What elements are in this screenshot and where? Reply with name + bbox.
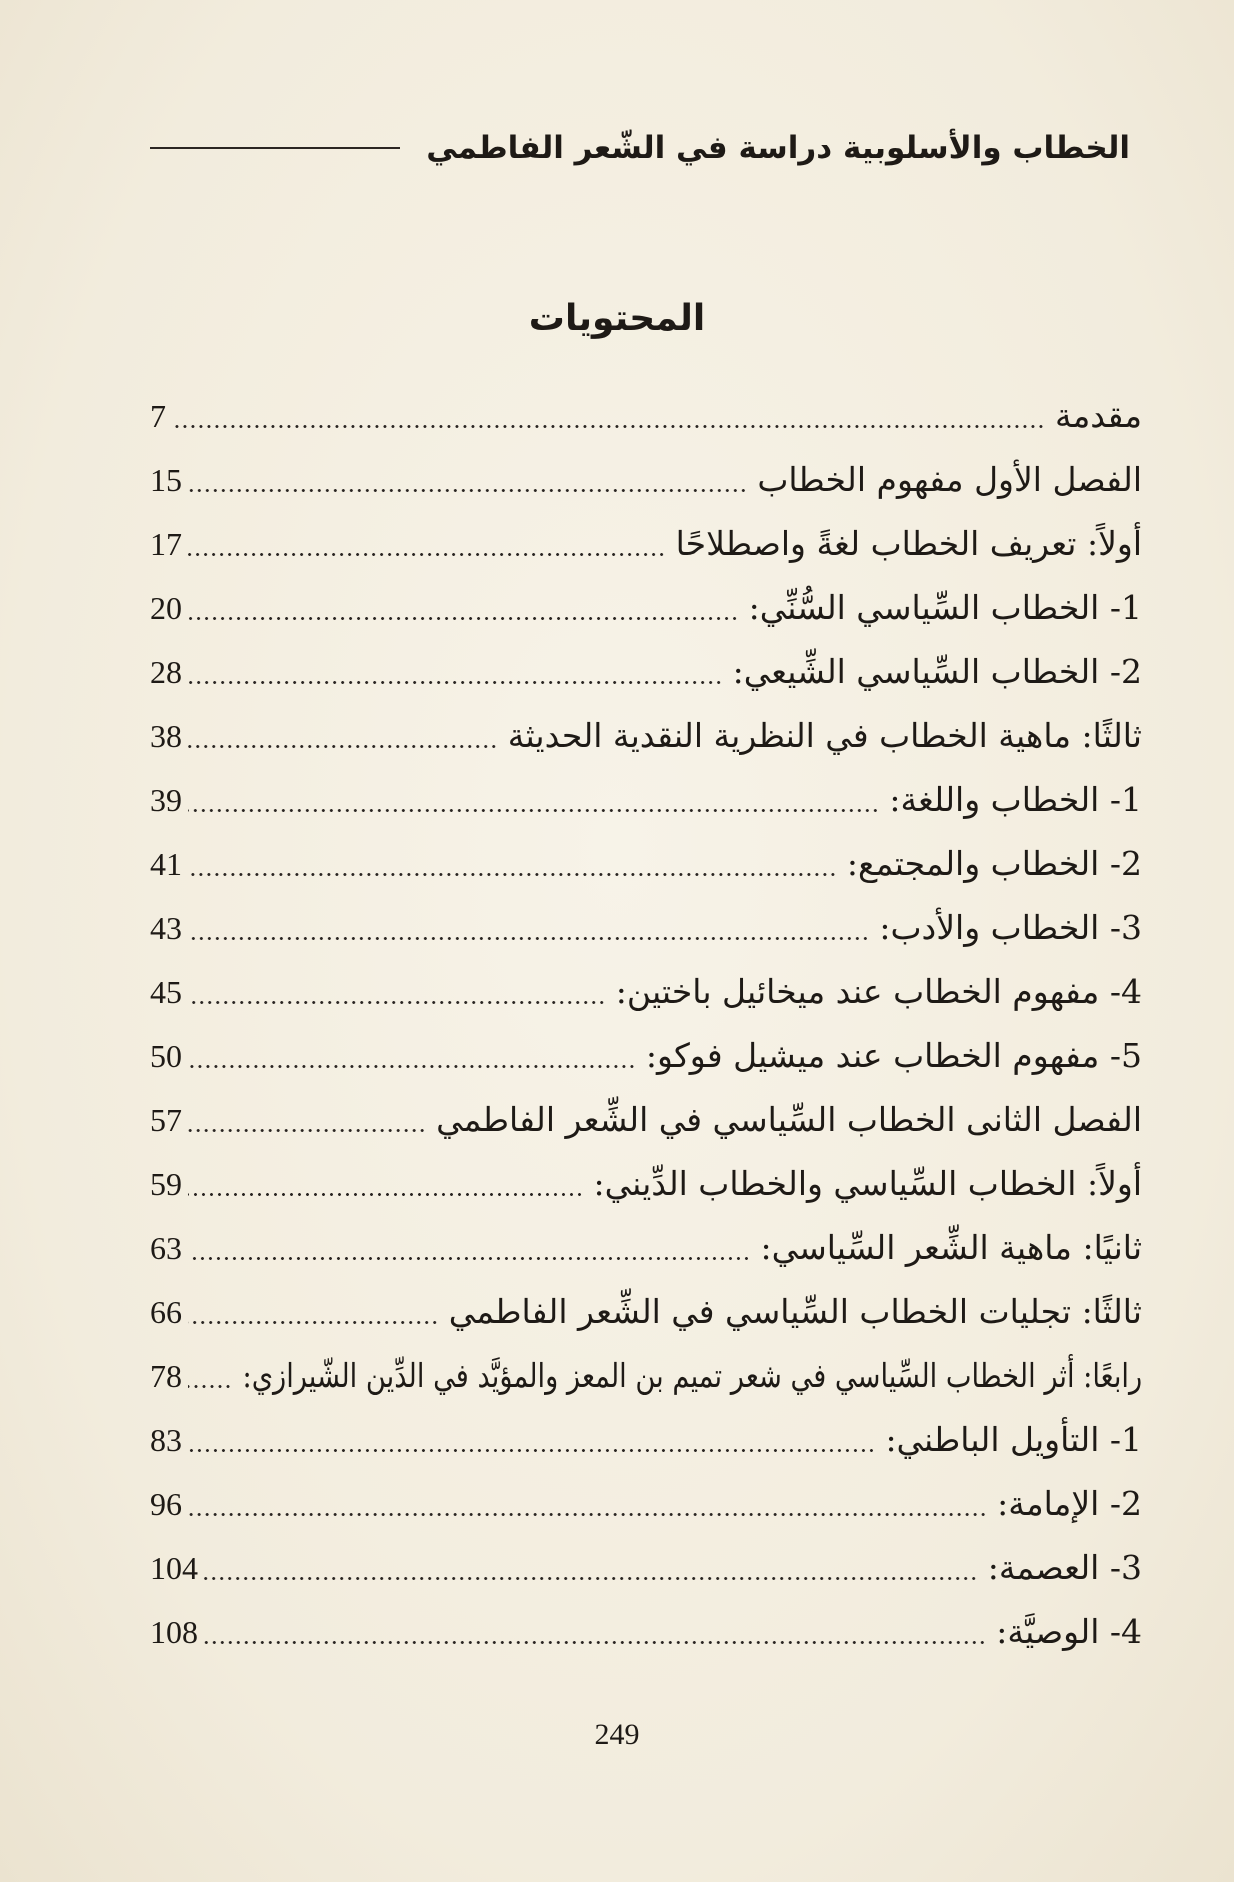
toc-entry-label: مقدمة <box>1054 396 1142 435</box>
table-of-contents <box>150 380 1142 1660</box>
toc-entry-page: 66 <box>150 1294 182 1330</box>
toc-entry-label: الفصل الأول مفهوم الخطاب <box>757 460 1142 499</box>
toc-entry <box>150 1148 1142 1212</box>
toc-entry-label: رابعًا: أثر الخطاب السِّياسي في شعر تميم بن المعز والمؤيَّد في الدِّين الشّيرازي: <box>242 1356 1142 1395</box>
toc-entry-page: 28 <box>150 654 182 690</box>
toc-dot-leader <box>188 1449 875 1452</box>
toc-entry-page: 20 <box>150 590 182 626</box>
toc-entry-page: 108 <box>150 1614 198 1650</box>
toc-entry <box>150 828 1142 892</box>
toc-entry-page: 83 <box>150 1422 182 1458</box>
toc-dot-leader <box>188 681 723 684</box>
toc-entry-page: 15 <box>150 462 182 498</box>
toc-entry-label: 3- العصمة: <box>987 1548 1142 1587</box>
toc-entry-label: 5- مفهوم الخطاب عند ميشيل فوكو: <box>645 1036 1142 1075</box>
toc-dot-leader <box>188 873 837 876</box>
toc-entry-label: أولاً: الخطاب السِّياسي والخطاب الدِّيني: <box>593 1164 1142 1203</box>
toc-dot-leader <box>188 489 747 492</box>
toc-dot-leader <box>188 1129 426 1132</box>
toc-dot-leader <box>188 809 879 812</box>
toc-dot-leader <box>188 1513 987 1516</box>
toc-dot-leader <box>204 1641 986 1644</box>
toc-entry-page: 63 <box>150 1230 182 1266</box>
toc-entry <box>150 1404 1142 1468</box>
toc-dot-leader <box>204 1577 978 1580</box>
toc-entry-page: 45 <box>150 974 182 1010</box>
toc-entry-page: 17 <box>150 526 182 562</box>
toc-entry-label: الفصل الثانى الخطاب السِّياسي في الشِّعر الفاطمي <box>436 1100 1142 1139</box>
toc-entry-page: 96 <box>150 1486 182 1522</box>
toc-entry-label: ثالثًا: تجليات الخطاب السِّياسي في الشِّعر الفاطمي <box>448 1292 1142 1331</box>
toc-entry <box>150 444 1142 508</box>
toc-entry-label: 2- الإمامة: <box>997 1484 1142 1523</box>
toc-entry <box>150 700 1142 764</box>
toc-dot-leader <box>188 937 869 940</box>
toc-entry-label: 3- الخطاب والأدب: <box>879 908 1142 947</box>
toc-entry-page: 38 <box>150 718 182 754</box>
toc-entry <box>150 1596 1142 1660</box>
header-rule <box>150 147 400 149</box>
toc-entry-page: 104 <box>150 1550 198 1586</box>
toc-entry-page: 59 <box>150 1166 182 1202</box>
toc-entry <box>150 508 1142 572</box>
toc-entry-label: أولاً: تعريف الخطاب لغةً واصطلاحًا <box>675 524 1142 563</box>
toc-entry <box>150 1532 1142 1596</box>
toc-dot-leader <box>188 553 666 556</box>
toc-dot-leader <box>188 1257 750 1260</box>
toc-dot-leader <box>188 617 739 620</box>
toc-entry-label: 1- الخطاب السِّياسي السُّنِّي: <box>748 588 1142 627</box>
toc-dot-leader <box>188 1193 583 1196</box>
toc-entry-label: 4- الوصيَّة: <box>996 1612 1142 1651</box>
running-header <box>150 118 1130 178</box>
toc-dot-leader <box>172 425 1045 428</box>
toc-entry <box>150 956 1142 1020</box>
toc-entry <box>150 1468 1142 1532</box>
toc-entry-label: 1- التأويل الباطني: <box>885 1420 1142 1459</box>
contents-title: المحتويات <box>528 298 706 339</box>
toc-entry-page: 7 <box>150 398 166 434</box>
toc-dot-leader <box>188 1321 439 1324</box>
toc-entry <box>150 572 1142 636</box>
toc-entry-page: 50 <box>150 1038 182 1074</box>
toc-entry-label: 2- الخطاب والمجتمع: <box>846 844 1142 883</box>
toc-entry-label: ثالثًا: ماهية الخطاب في النظرية النقدية الحديثة <box>507 716 1142 755</box>
toc-entry <box>150 636 1142 700</box>
toc-dot-leader <box>188 1065 636 1068</box>
toc-entry-page: 41 <box>150 846 182 882</box>
toc-entry <box>150 1340 1142 1404</box>
toc-entry-label: ثانيًا: ماهية الشِّعر السِّياسي: <box>760 1228 1142 1267</box>
toc-entry-page: 39 <box>150 782 182 818</box>
toc-entry <box>150 1212 1142 1276</box>
toc-entry-page: 78 <box>150 1358 182 1394</box>
toc-dot-leader <box>188 1385 232 1388</box>
page-number: 249 <box>594 1718 640 1751</box>
toc-entry <box>150 1276 1142 1340</box>
toc-entry-label: 2- الخطاب السِّياسي الشِّيعي: <box>732 652 1142 691</box>
toc-entry <box>150 892 1142 956</box>
toc-entry-page: 57 <box>150 1102 182 1138</box>
toc-entry <box>150 764 1142 828</box>
toc-entry-page: 43 <box>150 910 182 946</box>
toc-entry <box>150 1084 1142 1148</box>
toc-dot-leader <box>188 1001 606 1004</box>
toc-entry <box>150 1020 1142 1084</box>
toc-entry-label: 4- مفهوم الخطاب عند ميخائيل باختين: <box>615 972 1142 1011</box>
running-title: الخطاب والأسلوبية دراسة في الشّعر الفاطمي <box>426 130 1130 166</box>
toc-dot-leader <box>188 745 498 748</box>
toc-entry <box>150 380 1142 444</box>
toc-entry-label: 1- الخطاب واللغة: <box>889 780 1142 819</box>
